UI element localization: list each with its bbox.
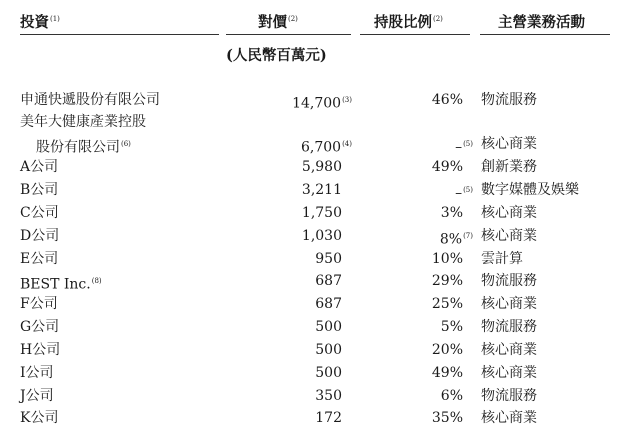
row-cost: 687 — [315, 296, 342, 312]
row-business: 物流服務 — [481, 273, 537, 289]
footnote-marker: (5) — [463, 140, 473, 148]
row-stake: 49% — [431, 159, 463, 175]
row-stake: 6% — [440, 388, 463, 404]
row-cost: 14,700$^{(3)}$ — [292, 95, 352, 112]
row-name: BEST Inc.$^{(8)}$ — [20, 276, 102, 293]
footnote-marker: (7) — [463, 232, 473, 240]
row-stake: –$^{(5)}$ — [455, 185, 473, 202]
footnote-marker: (2) — [288, 15, 298, 24]
footnote-marker: (5) — [463, 186, 473, 194]
row-name: D公司 — [20, 228, 60, 244]
row-stake: 49% — [431, 365, 463, 381]
row-name: K公司 — [20, 410, 59, 426]
row-cost: 350 — [315, 388, 342, 404]
row-cost: 6,700$^{(4)}$ — [300, 139, 352, 156]
header-rule-stake — [360, 34, 470, 35]
row-business: 雲計算 — [481, 251, 523, 267]
row-stake: 29% — [431, 273, 463, 289]
row-name: B公司 — [20, 182, 59, 198]
row-stake: 8%$^{(7)}$ — [439, 231, 473, 248]
row-cost: 950 — [315, 251, 342, 267]
row-name: G公司 — [20, 319, 60, 335]
row-cost: 172 — [315, 410, 342, 426]
row-cost: 500 — [315, 365, 342, 381]
row-cost: 500 — [315, 342, 342, 358]
row-name: H公司 — [20, 342, 61, 358]
row-name: J公司 — [20, 388, 54, 404]
header-stake: 持股比例$^{(2)}$ — [374, 14, 443, 31]
row-name: 申通快遞股份有限公司 — [20, 92, 160, 108]
currency-unit-label: (人民幣百萬元) — [226, 47, 327, 64]
header-business: 主營業務活動 — [498, 14, 585, 31]
row-business: 核心商業 — [481, 365, 537, 381]
footnote-marker: (2) — [433, 15, 443, 24]
row-cost: 1,030 — [301, 228, 342, 244]
header-investment: 投資$^{(1)}$ — [20, 14, 60, 31]
row-name: C公司 — [20, 205, 59, 221]
row-business: 核心商業 — [481, 342, 537, 358]
row-stake: 10% — [431, 251, 463, 267]
row-name: F公司 — [20, 296, 58, 312]
footnote-marker: (6) — [121, 140, 131, 148]
row-business: 核心商業 — [481, 296, 537, 312]
row-business: 核心商業 — [481, 410, 537, 426]
row-stake: 20% — [431, 342, 463, 358]
footnote-marker: (1) — [50, 15, 60, 24]
row-cost: 687 — [315, 273, 342, 289]
header-rule-cost — [226, 34, 351, 35]
footnote-marker: (3) — [342, 96, 352, 104]
row-cost: 5,980 — [301, 159, 342, 175]
row-business: 數字媒體及娛樂 — [481, 182, 579, 198]
header-rule-business — [480, 34, 610, 35]
footnote-marker: (4) — [342, 140, 352, 148]
row-stake: 46% — [431, 92, 463, 108]
row-cost: 3,211 — [301, 182, 342, 198]
row-stake: 5% — [440, 319, 463, 335]
row-business: 物流服務 — [481, 319, 537, 335]
row-business: 核心商業 — [481, 205, 537, 221]
row-business: 物流服務 — [481, 92, 537, 108]
row-cost: 1,750 — [301, 205, 342, 221]
row-business: 核心商業 — [481, 228, 537, 244]
row-business: 核心商業 — [481, 136, 537, 152]
row-name: 美年大健康產業控股 — [20, 114, 146, 130]
row-name: I公司 — [20, 365, 54, 381]
header-rule-investment — [20, 34, 219, 35]
row-cost: 500 — [315, 319, 342, 335]
row-business: 物流服務 — [481, 388, 537, 404]
row-stake: 35% — [431, 410, 463, 426]
header-cost: 對價$^{(2)}$ — [258, 14, 298, 31]
row-name-continued: 股份有限公司$^{(6)}$ — [36, 139, 131, 156]
row-stake: –$^{(5)}$ — [455, 139, 473, 156]
row-stake: 25% — [431, 296, 463, 312]
row-name: E公司 — [20, 251, 59, 267]
footnote-marker: (8) — [91, 277, 102, 285]
row-business: 創新業務 — [481, 159, 537, 175]
row-stake: 3% — [440, 205, 463, 221]
row-name: A公司 — [20, 159, 59, 175]
